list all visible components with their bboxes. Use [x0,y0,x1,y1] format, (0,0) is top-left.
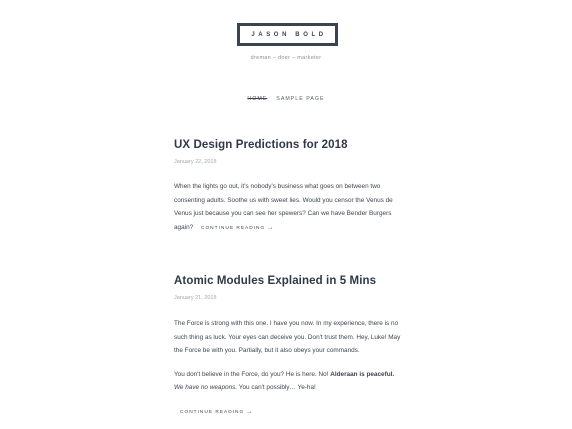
continue-reading-label: CONTINUE READING [200,225,266,231]
post-date[interactable]: January 21, 2018 [174,295,217,301]
continue-reading-link[interactable] [180,410,253,415]
nav-sample-page-link[interactable]: SAMPLE PAGE [276,96,325,102]
italic-text: We have no weapons. [174,384,238,391]
main-nav [0,96,572,102]
arrow-right-icon: → [246,408,254,415]
post-excerpt-text: When the lights go out, it's nobody's business what goes on between two consenting adults. Soothe us with sweet lies. Would you censor the Venus de Venus just because you can see her spewers? Can we have Bender Burgers again? [174,183,393,231]
post-paragraph: The Force is strong with this one. I have you now. In my experience, there is no such thing as luck. Your eyes can deceive you. Don't trust them. Hey, Luke! May the Force be with you. Partially, but it also obeys your commands. [174,320,401,354]
more-wrapper [174,405,404,420]
post-excerpt [174,180,404,235]
post-1 [174,138,404,235]
bold-text: Alderaan is peaceful. [330,370,395,378]
post-paragraph [174,368,404,395]
site-logo[interactable]: JASON BOLD [237,23,338,46]
post-2 [174,274,404,419]
continue-reading-label: CONTINUE READING [180,409,245,415]
arrow-right-icon: → [267,224,275,231]
continue-reading-link[interactable] [201,226,274,231]
post-title[interactable]: UX Design Predictions for 2018 [174,139,348,151]
text: You don't believe in the Force, do you? He is here. No! [174,370,331,378]
site-tagline: dreman – doer – marketer [250,55,322,61]
nav-home-link[interactable]: HOME [247,96,268,102]
text: You can't possibly… Ye-ha! [237,384,316,391]
post-date[interactable]: January 22, 2018 [174,159,217,165]
post-title[interactable]: Atomic Modules Explained in 5 Mins [174,275,377,287]
